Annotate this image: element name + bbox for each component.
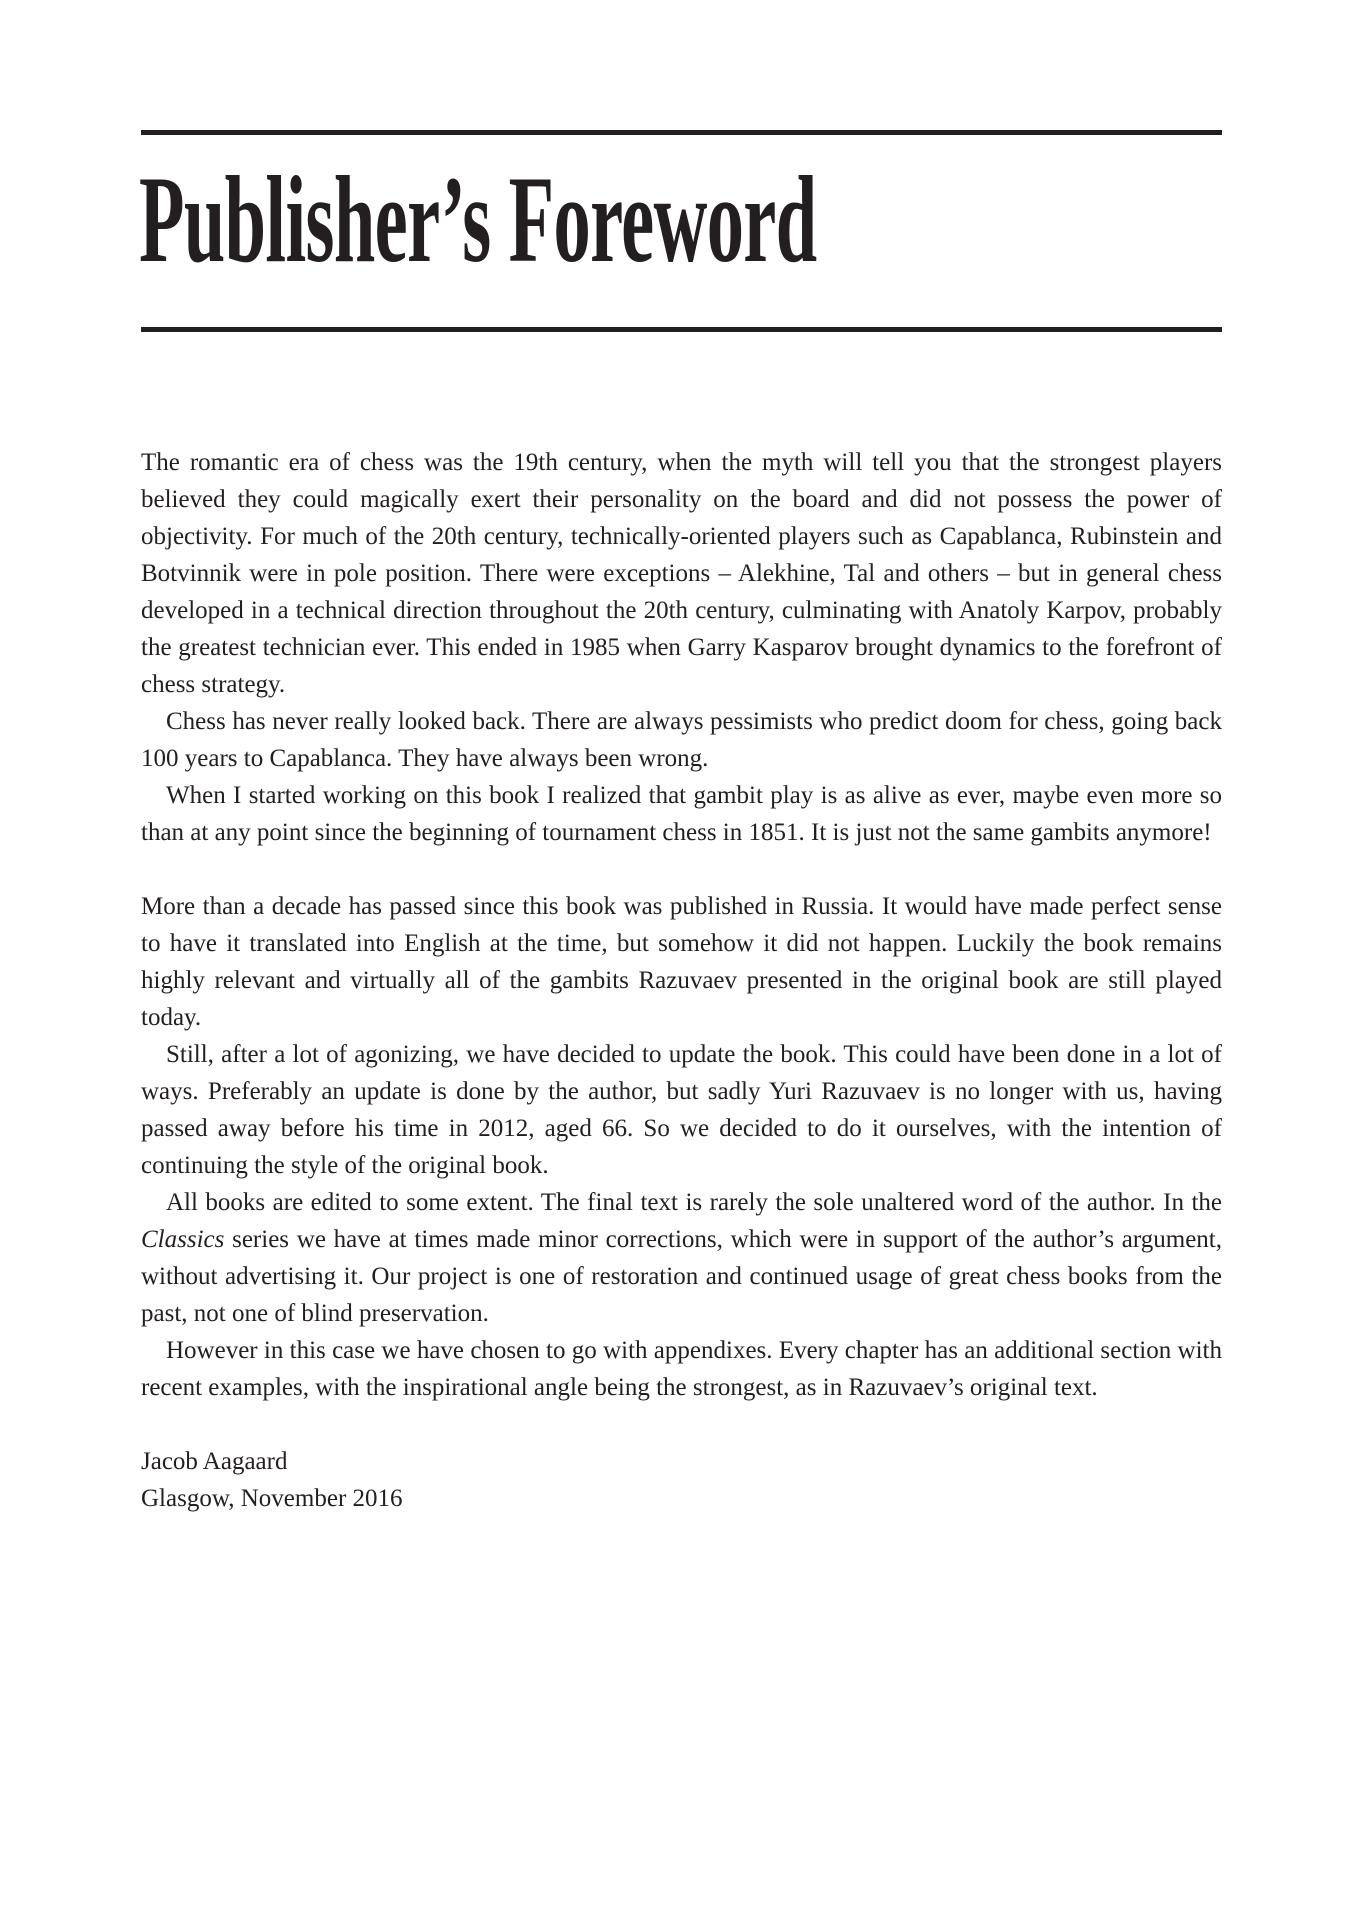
title-rule-bottom (141, 327, 1222, 332)
paragraph-text: However in this case we have chosen to go with appendixes. Every chapter has an additional section with recent examples, with the inspirational angle being the strongest, as in Razuvaev’s original text. (141, 1337, 1222, 1401)
paragraph-text: The romantic era of chess was the 19th century, when the myth will tell you that the strongest players believed they could magically exert their personality on the board and did not possess the power of objectivity. For much of the 20th century, technically-oriented players such as Capablanca, Rubinstein and Botvinnik were in pole position. There were exceptions – Alekhine, Tal and others – but in general chess developed in a technical direction throughout the 20th century, culminating with Anatoly Karpov, probably the greatest technician ever. This ended in 1985 when Garry Kasparov brought dynamics to the forefront of chess strategy. (141, 449, 1222, 698)
paragraph-text: When I started working on this book I realized that gambit play is as alive as ever, maybe even more so than at any point since the beginning of tournament chess in 1851. It is just not the same gambits anymore! (141, 782, 1222, 846)
paragraph-text: All books are edited to some extent. The final text is rarely the sole unaltered word of the author. In the (166, 1189, 1222, 1216)
paragraph (141, 777, 1222, 851)
paragraph-text: Still, after a lot of agonizing, we have decided to update the book. This could have been done in a lot of ways. Preferably an update is done by the author, but sadly Yuri Razuvaev is no longer with us, having passed away before his time in 2012, aged 66. So we decided to do it ourselves, with the intention of continuing the style of the original book. (141, 1041, 1222, 1179)
page-title: Publisher’s Foreword (139, 151, 817, 288)
body-text (141, 444, 1222, 1406)
paragraph-text: More than a decade has passed since this book was published in Russia. It would have made perfect sense to have it translated into English at the time, but somehow it did not happen. Luckily the book remains highly relevant and virtually all of the gambits Razuvaev presented in the original book are still played today. (141, 893, 1222, 1031)
paragraph (141, 703, 1222, 777)
paragraph (141, 1184, 1222, 1332)
signature-block (141, 1443, 1222, 1517)
paragraph-text: series we have at times made minor corrections, which were in support of the author’s argument, without advertising it. Our project is one of restoration and continued usage of great chess books from the past, not one of blind preservation. (141, 1226, 1222, 1327)
paragraph-text: Chess has never really looked back. There are always pessimists who predict doom for chess, going back 100 years to Capablanca. They have always been wrong. (141, 708, 1222, 772)
paragraph (141, 1036, 1222, 1184)
paragraph (141, 1332, 1222, 1406)
author-name: Jacob Aagaard (141, 1448, 288, 1475)
title-rule-top (141, 130, 1222, 135)
content-column (141, 444, 1222, 1517)
series-name-italic: Classics (141, 1226, 225, 1253)
signature-place-date: Glasgow, November 2016 (141, 1485, 403, 1512)
paragraph (141, 444, 1222, 703)
paragraph (141, 888, 1222, 1036)
